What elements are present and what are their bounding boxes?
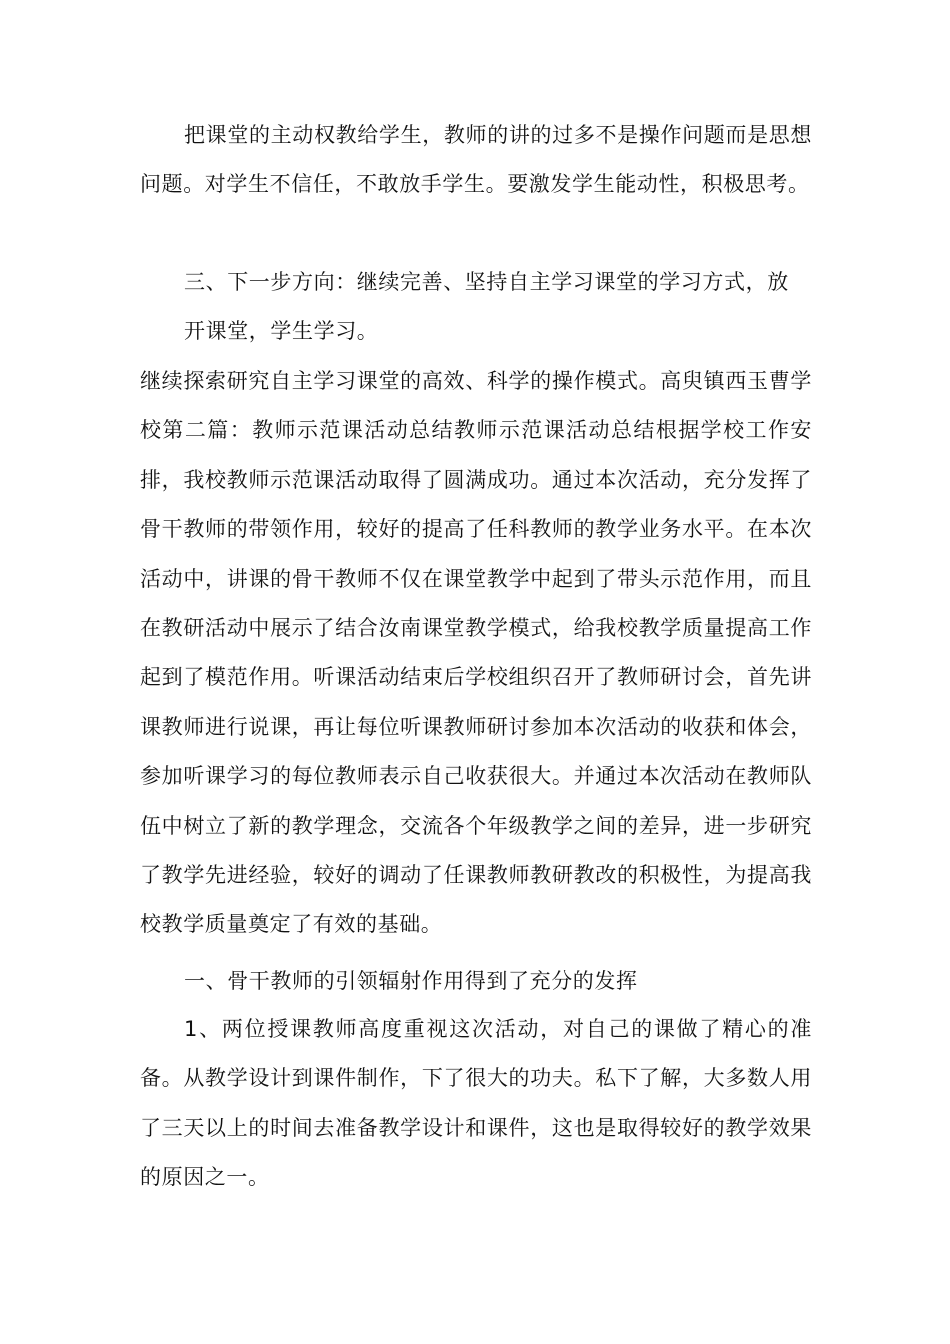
paragraph-teacher-role: 把课堂的主动权教给学生，教师的讲的过多不是操作问题而是思想问题。对学生不信任，不敢放手学生。要激发学生能动性，积极思考。 xyxy=(140,123,812,197)
section-heading-next-steps: 三、下一步方向：继续完善、坚持自主学习课堂的学习方式，放 xyxy=(184,270,789,294)
paragraph-next-steps-continuation: 开课堂，学生学习。 xyxy=(184,319,379,343)
section-heading-backbone-teachers: 一、骨干教师的引领辐射作用得到了充分的发挥 xyxy=(184,969,638,993)
paragraph-lesson-preparation: 1、两位授课教师高度重视这次活动，对自己的课做了精心的准备。从教学设计到课件制作，下了很大的功夫。私下了解，大多数人用了三天以上的时间去准备教学设计和课件，这也是取得较好的教学效果的原因之一。 xyxy=(140,1017,812,1190)
paragraph-demo-lesson-summary: 继续探索研究自主学习课堂的高效、科学的操作模式。高臾镇西玉曹学校第二篇：教师示范课活动总结教师示范课活动总结根据学校工作安排，我校教师示范课活动取得了圆满成功。通过本次活动，充分发挥了骨干教师的带领作用，较好的提高了任科教师的教学业务水平。在本次活动中，讲课的骨干教师不仅在课堂教学中起到了带头示范作用，而且在教研活动中展示了结合汝南课堂教学模式，给我校教学质量提高工作起到了模范作用。听课活动结束后学校组织召开了教师研讨会，首先讲课教师进行说课，再让每位听课教师研讨参加本次活动的收获和体会，参加听课学习的每位教师表示自己收获很大。并通过本次活动在教师队伍中树立了新的教学理念，交流各个年级教学之间的差异，进一步研究了教学先进经验，较好的调动了任课教师教研教改的积极性，为提高我校教学质量奠定了有效的基础。 xyxy=(140,369,812,937)
